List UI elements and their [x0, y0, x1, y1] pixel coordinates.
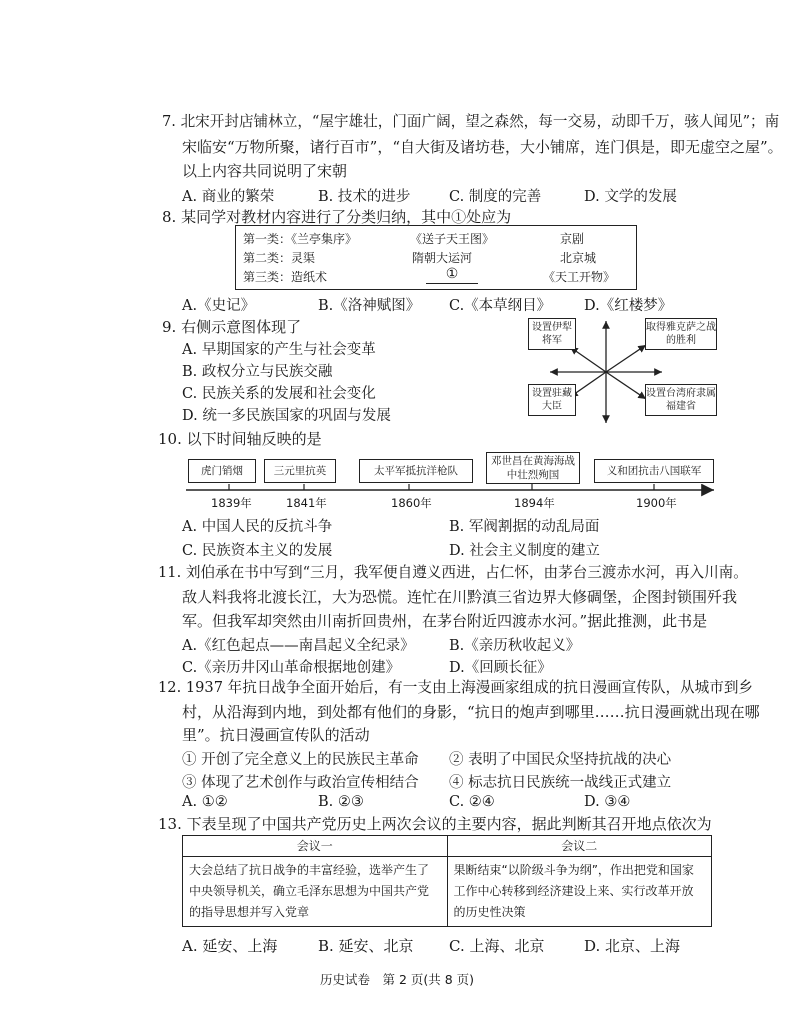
q7-option-d: D. 文学的发展 — [584, 189, 677, 205]
q12-line3: 里”。抗日漫画宣传队的活动 — [182, 726, 370, 744]
q12-option-c: C. ②④ — [449, 794, 495, 810]
q8-row2-col2: 隋朝大运河 — [412, 251, 473, 265]
q9-option-a: A. 早期国家的产生与社会变革 — [182, 342, 376, 358]
q13-cell-meeting1: 大会总结了抗日战争的丰富经验，选举产生了中央领导机关，确立毛泽东思想为中国共产党的指导思想并写入党章 — [183, 857, 448, 927]
q8-row2-col3: 北京城 — [560, 251, 597, 265]
q11-option-b: B.《亲历秋收起义》 — [449, 638, 581, 654]
q9-box-taiwan-prefecture: 设置台湾府隶属福建省 — [645, 384, 717, 416]
q7-line2: 宋临安“万物所聚，诸行百市”，“自大街及诸坊巷，大小铺席，连门俱是，即无虚空之屋”。 — [182, 138, 783, 156]
q13-option-d: D. 北京、上海 — [584, 937, 681, 955]
q10-event-humen: 虎门销烟 — [188, 459, 256, 483]
q12-item-4: ④ 标志抗日民族统一战线正式建立 — [449, 775, 672, 791]
q12-item-1: ① 开创了完全意义上的民族民主革命 — [182, 752, 419, 768]
q8-row2-col1: 第二类：灵渠 — [243, 251, 316, 265]
q11-option-c: C.《亲历井冈山革命根据地创建》 — [182, 660, 401, 676]
q12-line1: 12. 1937 年抗日战争全面开始后，有一支由上海漫画家组成的抗日漫画宣传队，从城市到乡 — [158, 679, 754, 696]
q7-line3: 以上内容共同说明了宋朝 — [182, 162, 348, 180]
q8-blank — [426, 265, 478, 284]
q9-option-b: B. 政权分立与民族交融 — [182, 364, 333, 380]
q8-blank-marker: ① — [445, 266, 459, 282]
q13-option-a: A. 延安、上海 — [182, 937, 278, 955]
q12-item-2: ② 表明了中国民众坚持抗战的决心 — [449, 752, 672, 768]
q7-option-b: B. 技术的进步 — [318, 189, 411, 205]
q9-option-c: C. 民族关系的发展和社会变化 — [182, 386, 376, 402]
q11-option-d: D.《回顾长征》 — [449, 660, 552, 676]
q12-line2: 村，从沿海到内地，到处都有他们的身影，“抗日的炮声到哪里……抗日漫画就出现在哪 — [182, 703, 760, 721]
q7-option-c: C. 制度的完善 — [449, 189, 542, 205]
q13-meeting-table — [182, 835, 712, 927]
q12-option-b: B. ②③ — [318, 794, 364, 810]
q8-row3-col3: 《天工开物》 — [543, 270, 616, 284]
q10-event-sanyuanli: 三元里抗英 — [264, 459, 336, 483]
q12-option-d: D. ③④ — [584, 794, 631, 810]
q13-option-b: B. 延安、北京 — [318, 937, 414, 955]
q9-option-d: D. 统一多民族国家的巩固与发展 — [182, 408, 391, 424]
q10-year-1894: 1894年 — [514, 496, 555, 510]
q12-option-a: A. ①② — [182, 794, 228, 810]
q9-box-ili-general: 设置伊犁将军 — [528, 318, 576, 350]
q13-stem: 13. 下表呈现了中国共产党历史上两次会议的主要内容，据此判断其召开地点依次为 — [158, 815, 712, 833]
q10-option-a: A. 中国人民的反抗斗争 — [182, 519, 333, 535]
q10-year-1860: 1860年 — [391, 496, 432, 510]
q8-row3-col1: 第三类：造纸术 — [243, 270, 328, 284]
q8-option-c: C.《本草纲目》 — [449, 298, 552, 314]
q8-stem: 8. 某同学对教材内容进行了分类归纳，其中①处应为 — [162, 208, 512, 226]
page-footer: 历史试卷 第 2 页(共 8 页) — [319, 972, 475, 987]
q11-option-a: A.《红色起点——南昌起义全纪录》 — [182, 638, 415, 654]
q13-cell-meeting2: 果断结束“以阶级斗争为纲”，作出把党和国家工作中心转移到经济建设上来、实行改革开放的历史性决策 — [447, 857, 712, 927]
q10-option-d: D. 社会主义制度的建立 — [449, 543, 600, 559]
q9-box-yaksa-victory: 取得雅克萨之战的胜利 — [645, 318, 717, 350]
q13-header-meeting2: 会议二 — [447, 836, 712, 857]
q8-row1-col3: 京剧 — [560, 232, 585, 246]
q11-line2: 敌人料我将北渡长江，大为恐慌。连忙在川黔滇三省边界大修碉堡，企图封锁围歼我 — [182, 588, 738, 606]
q10-year-1839: 1839年 — [211, 496, 252, 510]
q10-event-taiping: 太平军抵抗洋枪队 — [359, 459, 473, 483]
q8-option-b: B.《洛神赋图》 — [318, 298, 421, 314]
q10-option-b: B. 军阀割据的动乱局面 — [449, 519, 600, 535]
q10-option-c: C. 民族资本主义的发展 — [182, 543, 333, 559]
q10-stem: 10. 以下时间轴反映的是 — [158, 430, 322, 448]
q10-year-1900: 1900年 — [636, 496, 677, 510]
q8-option-d: D.《红楼梦》 — [584, 298, 673, 314]
q13-option-c: C. 上海、北京 — [449, 937, 545, 955]
q9-box-tibet-minister: 设置驻藏大臣 — [528, 384, 576, 416]
q10-event-boxers: 义和团抗击八国联军 — [594, 459, 714, 483]
q8-option-a: A.《史记》 — [182, 298, 256, 314]
q11-line3: 军。但我军却突然由川南折回贵州，在茅台附近四渡赤水河。”据此推测，此书是 — [182, 612, 708, 630]
q10-event-dengshichang: 邓世昌在黄海海战中壮烈殉国 — [486, 452, 580, 484]
q7-line1: 7. 北宋开封店铺林立，“屋宇雄壮，门面广阔，望之森然，每一交易，动即千万，骇人闻见”；南 — [162, 113, 780, 130]
q11-line1: 11. 刘伯承在书中写到“三月，我军便自遵义西进，占仁怀，由茅台三渡赤水河，再入川南。 — [158, 564, 748, 581]
q8-row1-col1: 第一类：《兰亭集序》 — [243, 232, 358, 246]
q8-row1-col2: 《送子天王图》 — [410, 232, 495, 246]
q10-year-1841: 1841年 — [286, 496, 327, 510]
q7-option-a: A. 商业的繁荣 — [182, 189, 275, 205]
q13-header-meeting1: 会议一 — [183, 836, 448, 857]
q9-stem: 9. 右侧示意图体现了 — [162, 318, 302, 336]
q12-item-3: ③ 体现了艺术创作与政治宣传相结合 — [182, 775, 419, 791]
